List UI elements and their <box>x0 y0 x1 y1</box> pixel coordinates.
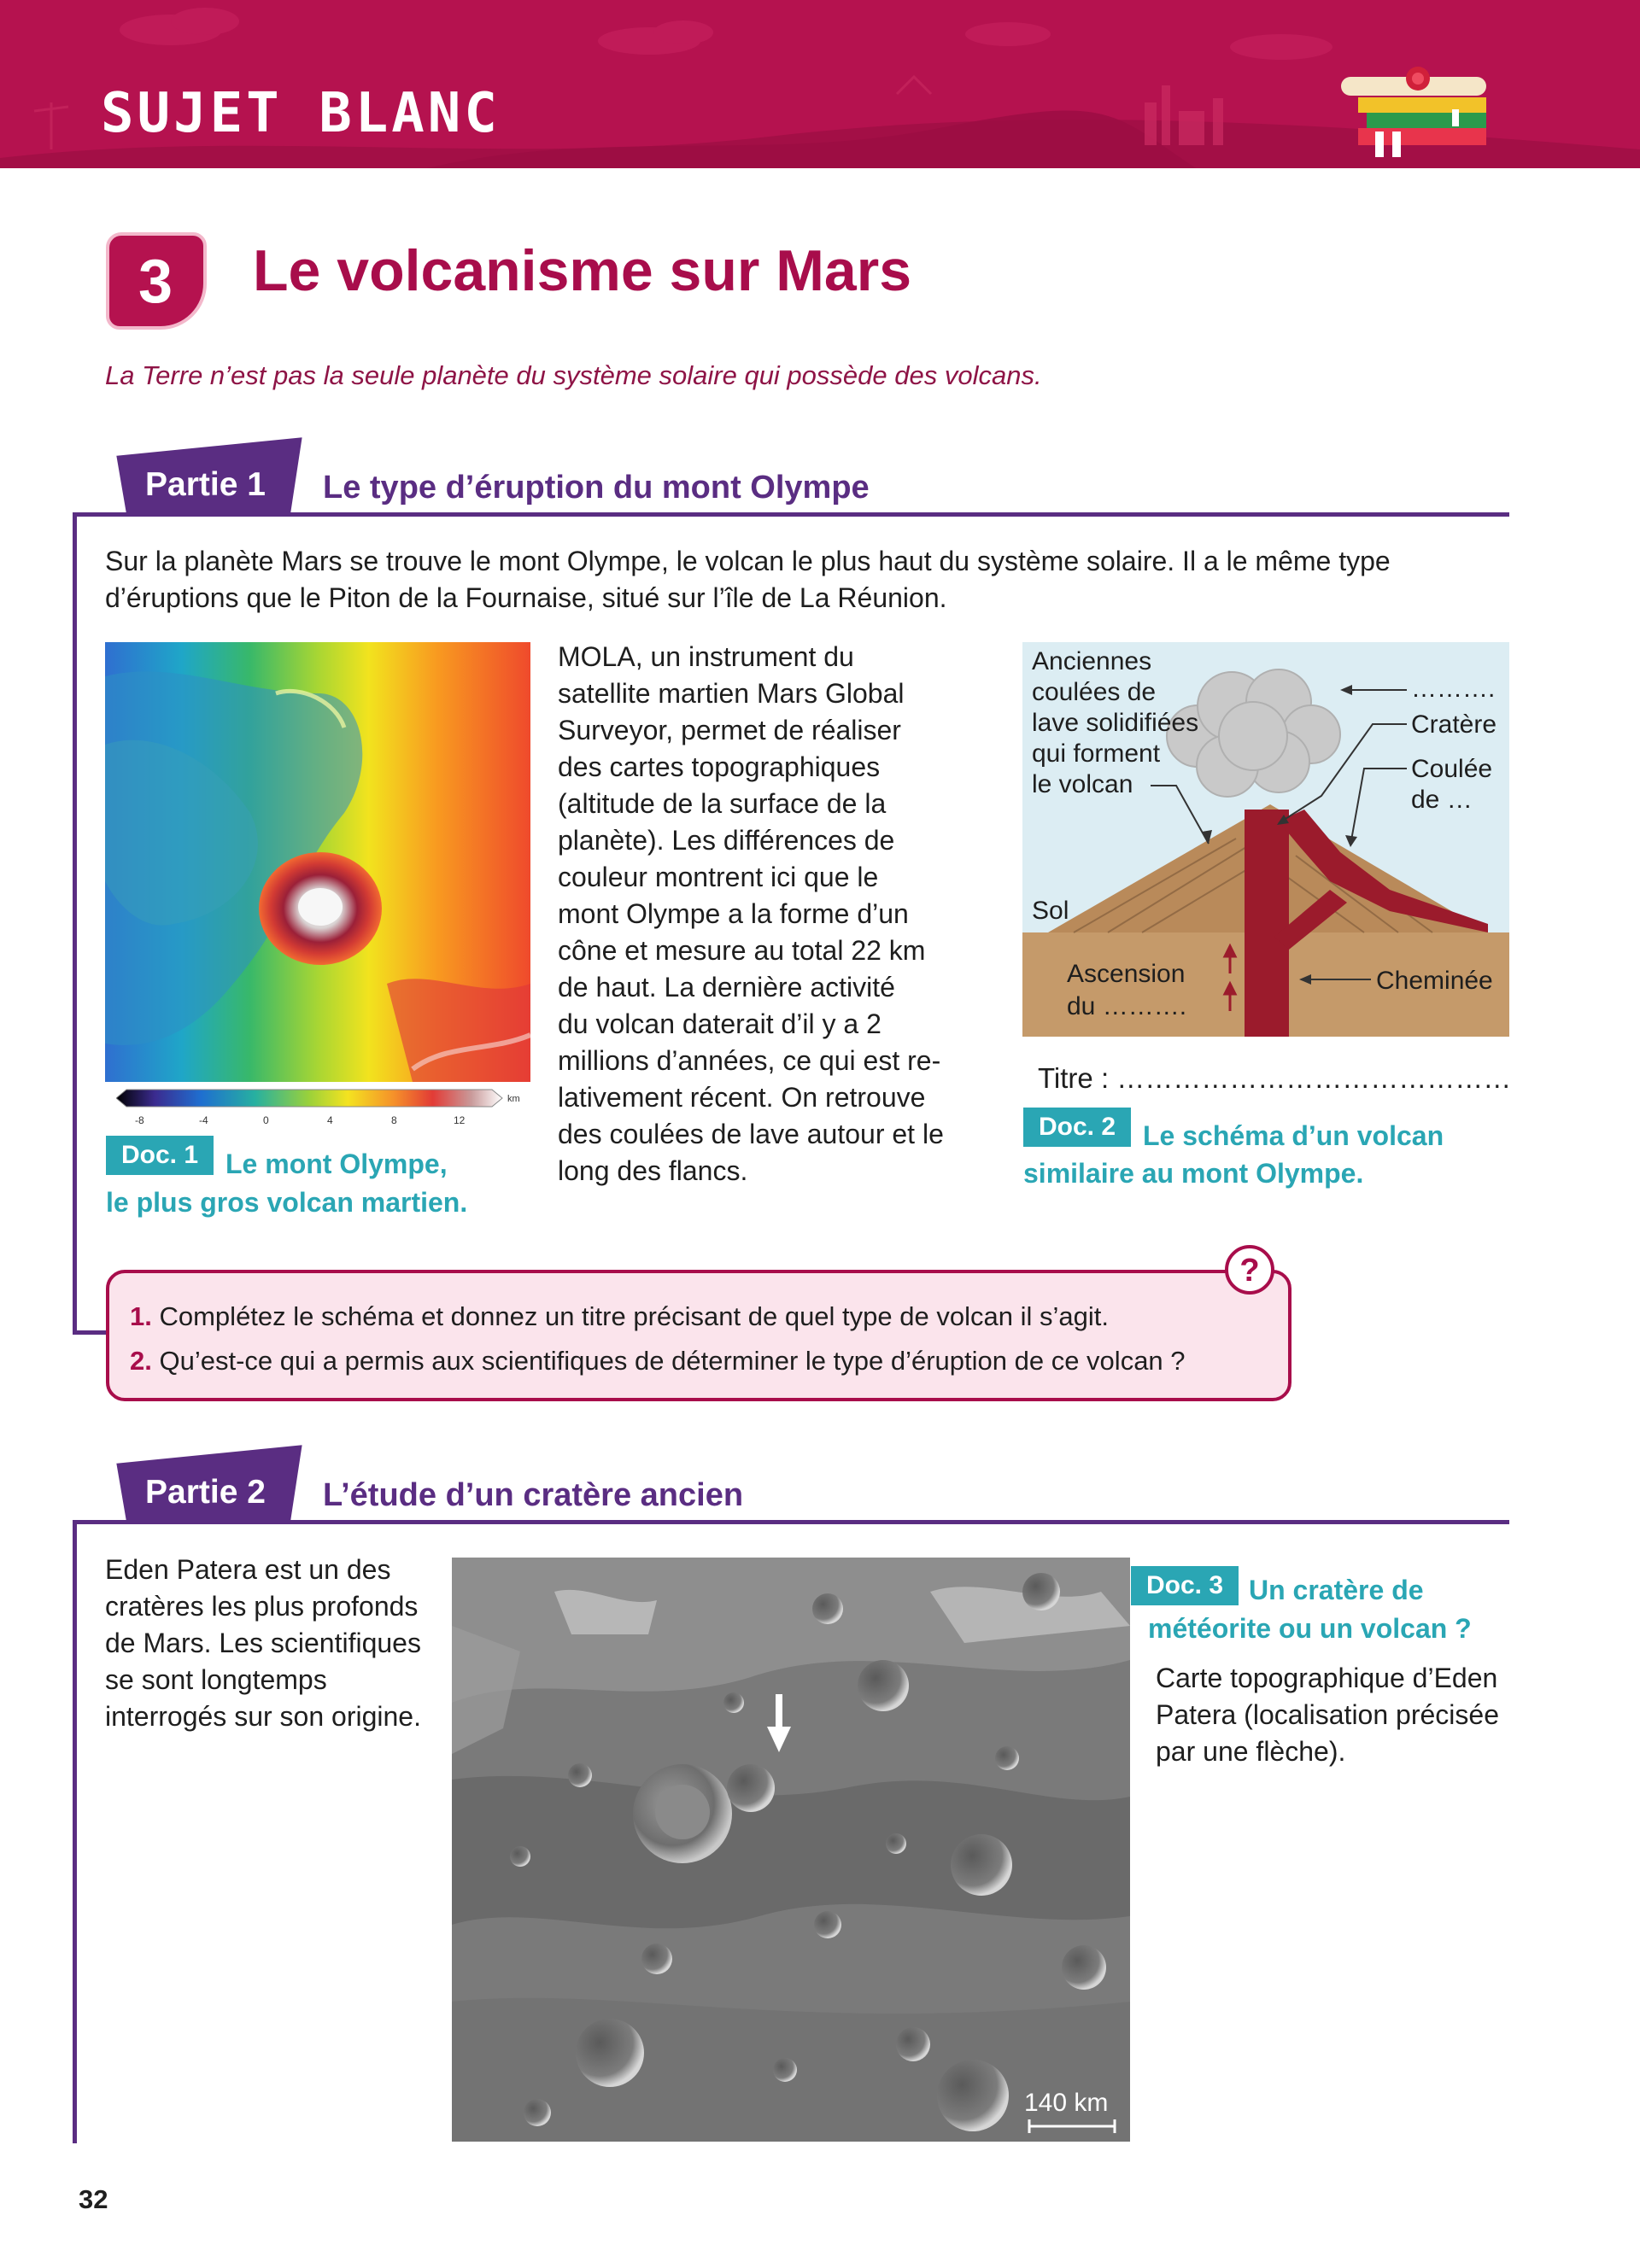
question-number: 2. <box>130 1346 152 1376</box>
altitude-scale-bar <box>116 1088 526 1132</box>
doc2-badge: Doc. 2 <box>1023 1108 1131 1147</box>
mola-line: couleur montrent ici que le <box>558 862 879 892</box>
scale-tick: -8 <box>135 1114 144 1126</box>
doc3-desc-line: par une flèche). <box>1156 1736 1346 1767</box>
questions-box <box>106 1270 1292 1401</box>
label-anciennes: qui forment <box>1032 739 1161 768</box>
exercise-title: Le volcanisme sur Mars <box>253 238 912 303</box>
partie2-text <box>105 1552 421 1735</box>
label-ascension: Ascension <box>1067 960 1186 988</box>
mola-line: cône et mesure au total 22 km <box>558 935 926 966</box>
partie1-subtitle: Le type d’éruption du mont Olympe <box>323 470 870 506</box>
mola-line: des cartes topographiques <box>558 751 881 782</box>
doc3-scale-label: 140 km <box>1024 2089 1109 2117</box>
olympus-topographic-map <box>105 642 530 1082</box>
partie2-line: de Mars. Les scientifiques <box>105 1628 421 1658</box>
header-banner <box>0 0 1640 168</box>
label-ascension: du ………. <box>1067 992 1187 1020</box>
doc1-caption-line1: Le mont Olympe, <box>226 1149 448 1179</box>
partie1-label: Partie 1 <box>145 466 266 503</box>
partie2-line: Eden Patera est un des <box>105 1554 391 1585</box>
mola-line: de haut. La dernière activité <box>558 972 895 1002</box>
doc3-caption-line1: Un cratère de <box>1249 1575 1424 1605</box>
mola-line: mont Olympe a la forme d’un <box>558 898 909 929</box>
partie2-left-rule <box>73 1520 77 2143</box>
scale-tick: 12 <box>454 1114 466 1126</box>
partie1-bottom-rule <box>73 1330 108 1335</box>
question-2 <box>130 1346 1186 1377</box>
mola-line: lativement récent. On retrouve <box>558 1082 926 1113</box>
help-question-icon <box>1223 1243 1276 1296</box>
partie2-label: Partie 2 <box>145 1474 266 1511</box>
partie2-subtitle: L’étude d’un cratère ancien <box>323 1477 744 1513</box>
doc1-badge: Doc. 1 <box>106 1136 214 1175</box>
doc3-desc-line: Patera (localisation précisée <box>1156 1699 1499 1730</box>
label-anciennes: Anciennes <box>1032 647 1152 675</box>
banner-title: SUJET BLANC <box>101 82 501 145</box>
label-coulee: Coulée <box>1411 755 1493 783</box>
volcano-diagram <box>1022 642 1509 1037</box>
page-number: 32 <box>79 2184 108 2214</box>
doc3-badge: Doc. 3 <box>1131 1566 1239 1605</box>
exercise-intro: La Terre n’est pas la seule planète du système solaire qui possède des volcans. <box>105 360 1042 390</box>
partie2-line: cratères les plus profonds <box>105 1591 419 1622</box>
scale-unit: km <box>507 1094 520 1104</box>
partie2-line: se sont longtemps <box>105 1664 327 1695</box>
label-anciennes: lave solidifiées <box>1032 709 1199 737</box>
partie2-line: interrogés sur son origine. <box>105 1701 421 1732</box>
mola-line: long des flancs. <box>558 1155 748 1186</box>
scale-tick: -4 <box>199 1114 208 1126</box>
doc2-caption-line1: Le schéma d’un volcan <box>1143 1120 1444 1151</box>
partie1-text-line1: Sur la planète Mars se trouve le mont Olympe, le volcan le plus haut du système solaire. Il a le même type <box>105 546 1391 576</box>
mola-line: satellite martien Mars Global <box>558 678 905 709</box>
scale-tick: 0 <box>263 1114 269 1126</box>
label-sol: Sol <box>1032 897 1069 925</box>
exercise-number-badge <box>104 231 207 331</box>
help-icon-glyph: ? <box>1239 1253 1260 1289</box>
question-text: Complétez le schéma et donnez un titre précisant de quel type de volcan il s’agit. <box>159 1301 1109 1331</box>
question-number: 1. <box>130 1301 152 1331</box>
mola-description <box>558 639 944 1190</box>
label-anciennes: le volcan <box>1032 770 1133 798</box>
question-1 <box>130 1301 1109 1332</box>
eden-patera-image <box>452 1558 1130 2142</box>
books-diploma-icon <box>1332 58 1520 161</box>
label-coulee: de … <box>1411 786 1473 814</box>
partie1-text-line2: d’éruptions que le Piton de la Fournaise, situé sur l’île de La Réunion. <box>105 582 947 613</box>
mola-line: des coulées de lave autour et le <box>558 1119 944 1149</box>
partie2-top-rule <box>73 1520 1509 1524</box>
doc3-desc-line: Carte topographique d’Eden <box>1156 1663 1498 1693</box>
mola-line: MOLA, un instrument du <box>558 641 854 672</box>
label-anciennes: coulées de <box>1032 678 1157 706</box>
mola-line: Surveyor, permet de réaliser <box>558 715 901 745</box>
mola-line: (altitude de la surface de la <box>558 788 887 819</box>
exercise-number: 3 <box>138 248 173 316</box>
scale-tick: 8 <box>391 1114 397 1126</box>
label-dots: ………. <box>1411 675 1496 703</box>
doc3-caption-line2: météorite ou un volcan ? <box>1148 1613 1472 1644</box>
doc3-description <box>1156 1660 1499 1770</box>
doc2-caption-line2: similaire au mont Olympe. <box>1023 1158 1364 1189</box>
mola-line: millions d’années, ce qui est re- <box>558 1045 941 1076</box>
doc1-caption-line2: le plus gros volcan martien. <box>106 1187 468 1218</box>
mola-line: planète). Les différences de <box>558 825 895 856</box>
doc2-title-line: Titre : …………………………………… <box>1038 1062 1512 1094</box>
partie1-left-rule <box>73 512 77 1332</box>
label-cratere: Cratère <box>1411 710 1497 739</box>
label-cheminee: Cheminée <box>1376 967 1493 995</box>
mola-line: du volcan daterait d’il y a 2 <box>558 1008 882 1039</box>
question-text: Qu’est-ce qui a permis aux scientifiques de déterminer le type d’éruption de ce volcan ? <box>159 1346 1186 1376</box>
partie1-top-rule <box>73 512 1509 517</box>
scale-tick: 4 <box>327 1114 333 1126</box>
